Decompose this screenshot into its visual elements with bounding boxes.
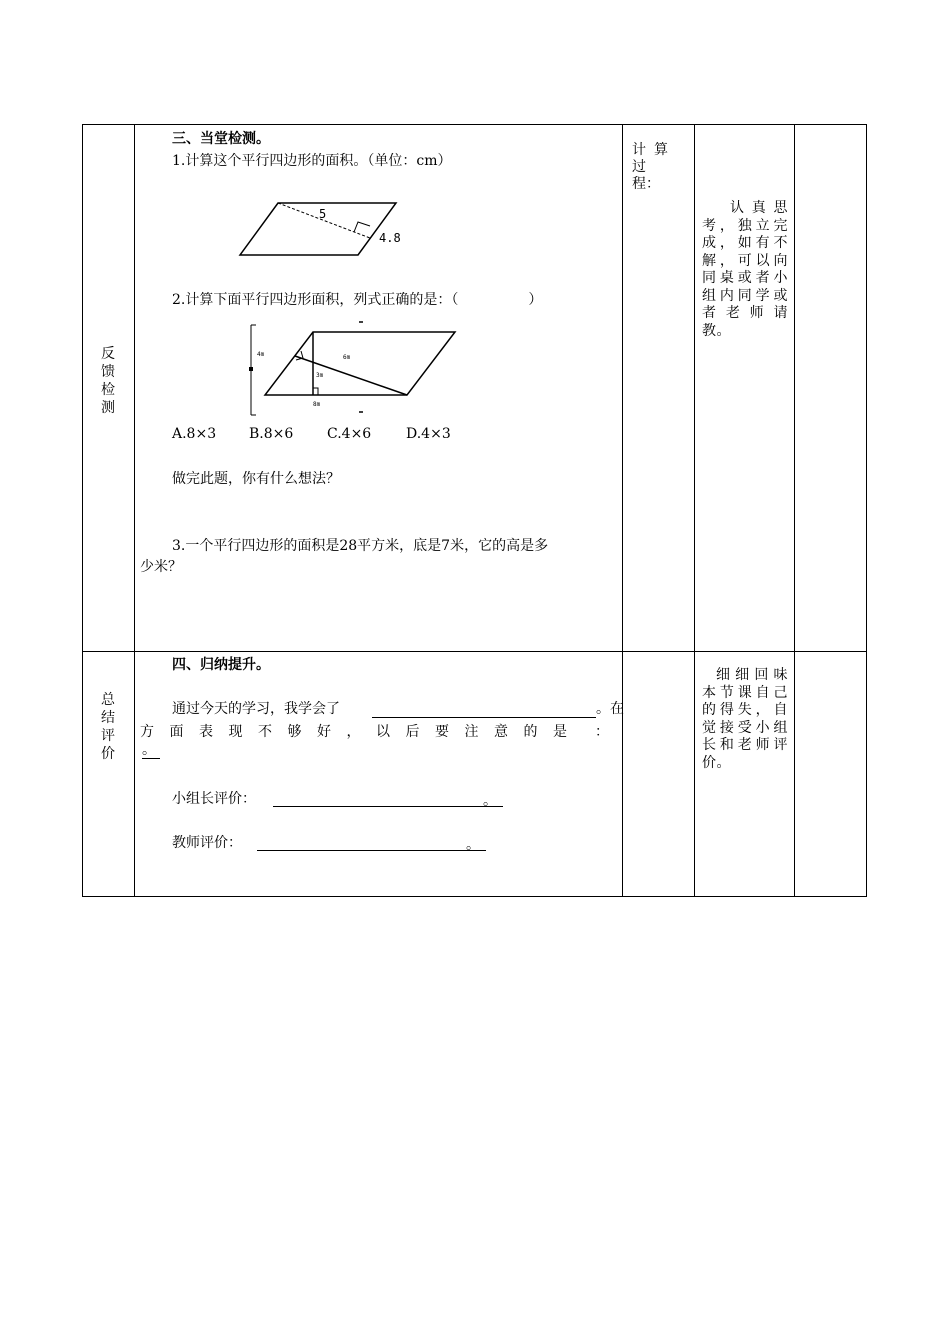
question-3-line1: 3.一个平行四边形的面积是28平方米，底是7米，它的高是多: [172, 538, 549, 554]
learned-text: 通过今天的学习，我学会了: [172, 701, 340, 717]
study-guide-1: 认真思考，独立完成，如有不解，可以向同桌或者小组内同学或者老师请教。: [702, 200, 788, 339]
label-4-8: 4.8: [379, 231, 401, 245]
option-d: D.4×3: [406, 426, 451, 442]
row-divider: [83, 651, 866, 652]
improve-blank[interactable]: [142, 758, 160, 759]
work-area-label: 计算过程：: [632, 142, 668, 192]
label-4m: 4m: [257, 351, 265, 358]
perpendicular-line: [295, 356, 407, 395]
side-label-summary: 总结评价: [101, 692, 115, 762]
figure-parallelogram-1: [233, 195, 413, 265]
parallelogram-shape: [240, 203, 396, 255]
column-divider: [622, 125, 623, 896]
parallelogram-shape: [265, 332, 455, 395]
teacher-eval-label: 教师评价：: [172, 835, 242, 851]
option-b: B.8×6: [249, 426, 294, 442]
leader-eval-blank[interactable]: [273, 806, 503, 807]
learned-blank[interactable]: [372, 717, 596, 718]
option-c: C.4×6: [327, 426, 372, 442]
label-5: 5: [319, 207, 327, 221]
label-6m: 6m: [343, 354, 351, 361]
teacher-eval-period: 。: [466, 837, 480, 853]
label-8m: 8m: [313, 401, 321, 408]
learned-end: 。在: [596, 701, 624, 717]
reflection-prompt: 做完此题，你有什么想法？: [172, 471, 340, 487]
option-a: A.8×3: [172, 426, 217, 442]
column-divider: [794, 125, 795, 896]
question-2: 2.计算下面平行四边形面积，列式正确的是：（ ）: [172, 292, 543, 308]
study-guide-2: 细细回味本节课自己的得失，自觉接受小组长和老师评价。: [702, 667, 788, 771]
improve-colon: ：: [595, 724, 609, 740]
bracket-mark: [249, 367, 253, 371]
leader-eval-label: 小组长评价：: [172, 791, 256, 807]
question-1: 1.计算这个平行四边形的面积。（单位：cm）: [172, 153, 452, 169]
section-heading-summary: 四、归纳提升。: [172, 657, 270, 673]
column-divider: [134, 125, 135, 896]
figure-parallelogram-2: [243, 320, 473, 420]
side-label-feedback: 反馈检测: [101, 346, 115, 416]
leader-eval-period: 。: [483, 793, 497, 809]
question-3-line2: 少米？: [140, 559, 182, 575]
label-3m: 3m: [316, 372, 324, 379]
column-divider: [694, 125, 695, 896]
section-heading-test: 三、当堂检测。: [172, 131, 270, 147]
teacher-eval-blank[interactable]: [257, 850, 486, 851]
right-angle-mark: [354, 222, 370, 232]
improve-period: 。: [142, 742, 156, 758]
improve-text: 方面表现不够好，以后要注意的是: [140, 724, 583, 740]
worksheet-table: [82, 124, 867, 897]
